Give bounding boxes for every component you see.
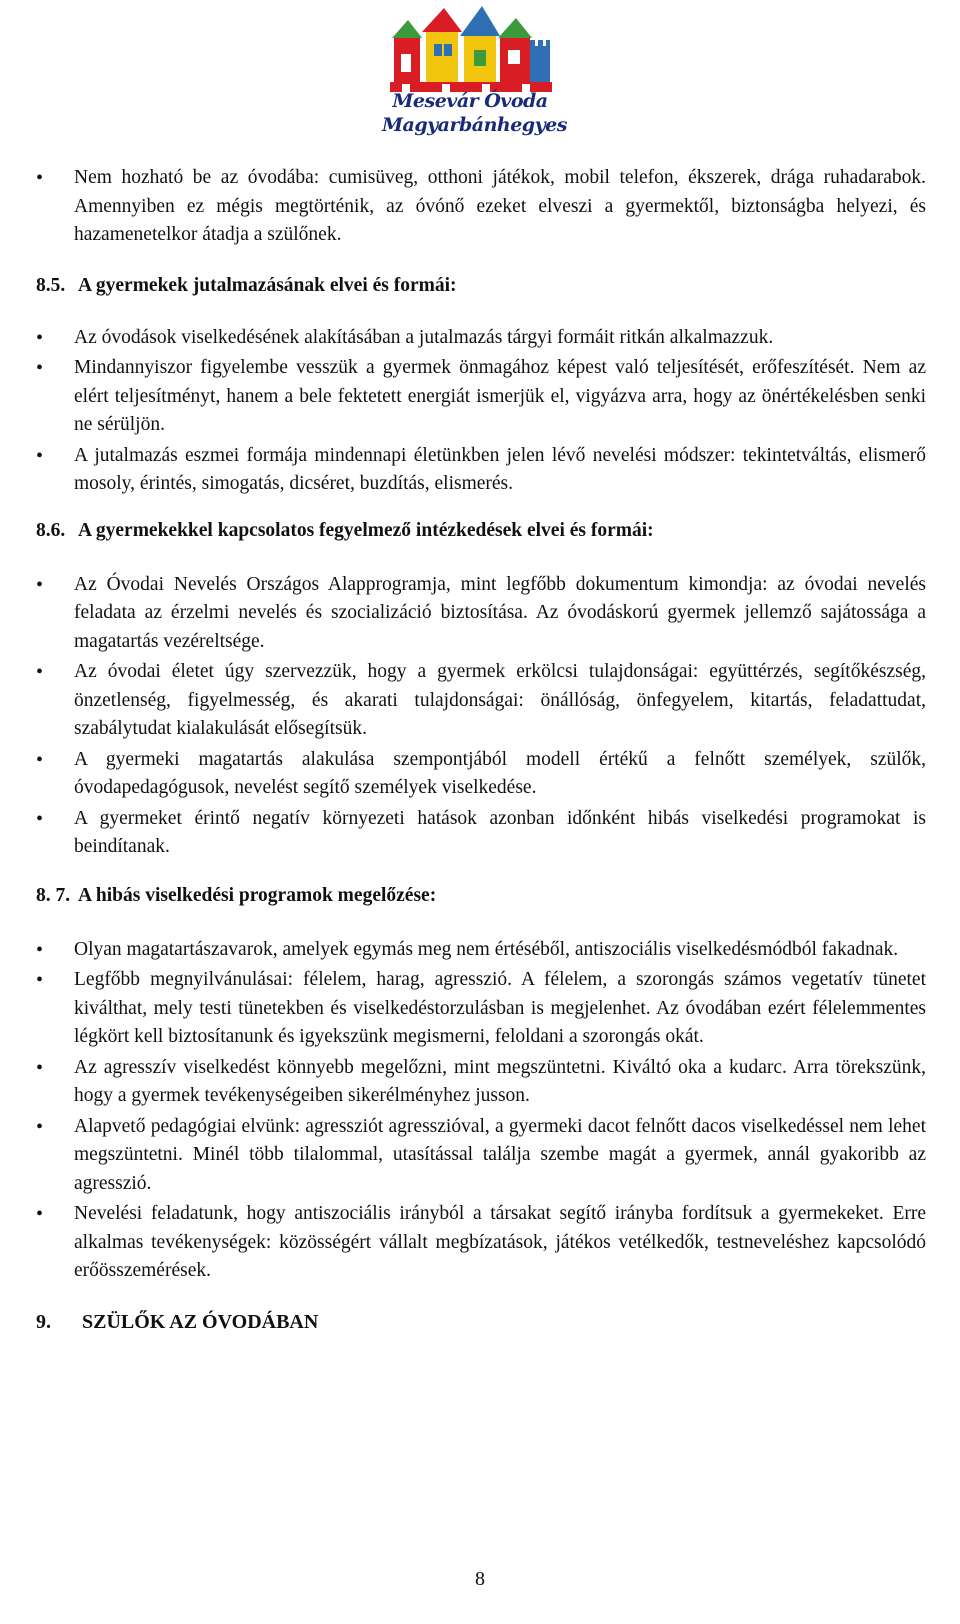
list-item: • Olyan magatartászavarok, amelyek egymás meg nem értéséből, antiszociális viselkedésmódból fakadnak. bbox=[36, 936, 926, 965]
section-8-7-list bbox=[36, 936, 926, 1286]
list-item: • Az óvodai életet úgy szervezzük, hogy a gyermek erkölcsi tulajdonságai: együttérzés, segítőkészség, önzetlenség, figyelmesség, és akarati tulajdonságai: önállóság, önfegyelem, kitartás, feladattudat, szabálytudat kialakulását elősegítsük. bbox=[36, 658, 926, 744]
list-item: • Az agresszív viselkedést könnyebb megelőzni, mint megszüntetni. Kiváltó oka a kudarc. Arra törekszünk, hogy a gyermek tevékenységeiben sikerélményhez jusson. bbox=[36, 1054, 926, 1111]
section-number: 8.6. bbox=[36, 519, 66, 541]
page-number: 8 bbox=[475, 1568, 485, 1590]
section-heading-8-5 bbox=[36, 272, 926, 300]
section-title: A gyermekek jutalmazásának elvei és formái: bbox=[78, 274, 457, 296]
list-item: • A gyermeket érintő negatív környezeti hatások azonban időnként hibás viselkedési programokat is beindítanak. bbox=[36, 805, 926, 862]
chapter-title: SZÜLŐK AZ ÓVODÁBAN bbox=[82, 1310, 319, 1333]
section-number: 8.5. bbox=[36, 274, 66, 296]
intro-list bbox=[36, 164, 926, 250]
list-item: • Az óvodások viselkedésének alakításában a jutalmazás tárgyi formáit ritkán alkalmazzuk. bbox=[36, 324, 926, 353]
section-8-5-list bbox=[36, 324, 926, 499]
document-body bbox=[36, 164, 926, 1336]
section-title: A hibás viselkedési programok megelőzése: bbox=[78, 884, 437, 906]
chapter-number: 9. bbox=[36, 1310, 51, 1333]
list-item: • Legfőbb megnyilvánulásai: félelem, harag, agresszió. A félelem, a szorongás számos vegetatív tünetet kiválthat, mely testi tünetekben és viselkedéstorzulásban is megjelenhet. Az óvodában ezért félelemmentes légkört kell biztosítanunk és igyekszünk megismerni, feloldani a szorongás okát. bbox=[36, 966, 926, 1052]
list-item: • Nem hozható be az óvodába: cumisüveg, otthoni játékok, mobil telefon, ékszerek, drága ruhadarabok. Amennyiben ez mégis megtörténik, az óvónő ezeket elveszi a gyermektől, biztonságba helyezi, és hazamenetelkor átadja a szülőnek. bbox=[36, 164, 926, 250]
section-heading-8-6 bbox=[36, 517, 926, 545]
chapter-heading-9 bbox=[36, 1308, 926, 1336]
castle-logo-icon bbox=[382, 2, 558, 102]
list-item: • Alapvető pedagógiai elvünk: agressziót agresszióval, a gyermeki dacot felnőtt dacos viselkedéssel nem lehet megszüntetni. Minél több tilalommal, utasítással találja szembe magát a gyermek, annál gyakoribb az agresszió. bbox=[36, 1113, 926, 1199]
list-item: • A gyermeki magatartás alakulása szempontjából modell értékű a felnőtt személyek, szülők, óvodapedagógusok, nevelést segítő személyek viselkedése. bbox=[36, 746, 926, 803]
logo-line-1: Mesevár Óvoda bbox=[392, 90, 548, 112]
list-item: • A jutalmazás eszmei formája mindennapi életünkben jelen lévő nevelési módszer: tekintetváltás, elismerő mosoly, érintés, simogatás, dicséret, buzdítás, elismerés. bbox=[36, 442, 926, 499]
list-item: • Az Óvodai Nevelés Országos Alapprogramja, mint legfőbb dokumentum kimondja: az óvodai nevelés feladata az érzelmi nevelés és szocializáció biztosítása. Az óvodáskorú gyermek jellemző sajátossága a magatartás vezéreltsége. bbox=[36, 571, 926, 657]
list-item: • Mindannyiszor figyelembe vesszük a gyermek önmagához képest való teljesítését, erőfeszítését. Nem az elért teljesítményt, hanem a bele fektetett energiát ismerjük el, vigyázva arra, hogy az önértékelésben senki ne sérüljön. bbox=[36, 354, 926, 440]
section-heading-8-7 bbox=[36, 882, 926, 910]
logo-line-2: Magyarbánhegyes bbox=[382, 114, 567, 136]
kindergarten-logo bbox=[382, 2, 567, 142]
section-8-6-list bbox=[36, 571, 926, 862]
section-number: 8. 7. bbox=[36, 884, 71, 906]
section-title: A gyermekekkel kapcsolatos fegyelmező intézkedések elvei és formái: bbox=[78, 519, 654, 541]
list-item: • Nevelési feladatunk, hogy antiszociális irányból a társakat segítő irányba fordítsuk a gyermekeket. Erre alkalmas tevékenységek: közösségért vállalt megbízatások, játékos vetélkedők, testneveléshez kapcsolódó erőösszemérések. bbox=[36, 1200, 926, 1286]
